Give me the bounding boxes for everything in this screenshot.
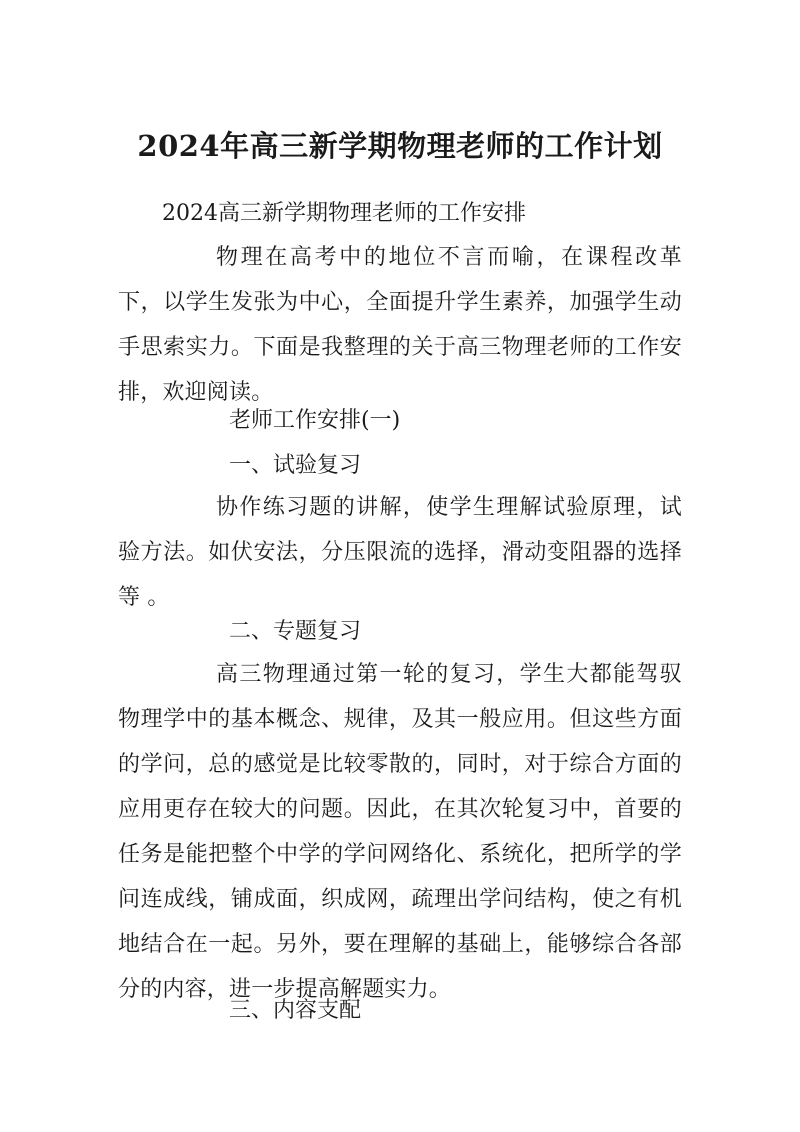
section-body-topic-review: 高三物理通过第一轮的复习，学生大都能驾驭物理学中的基本概念、规律，及其一般应用。但这些方面的学问，总的感觉是比较零散的，同时，对于综合方面的应用更存在较大的问题。因此，在其次轮复习中，首要的任务是能把整个中学的学问网络化、系统化，把所学的学问连成线，铺成面，织成网，疏理出学问结构，使之有机地结合在一起。另外，要在理解的基础上，能够综合各部分的内容，进一步提高解题实力。 — [118, 662, 682, 1002]
section-heading-topic-review: 二、专题复习 — [229, 619, 362, 644]
document-subtitle: 2024高三新学期物理老师的工作安排 — [162, 201, 526, 226]
section-heading-experiment-review: 一、试验复习 — [229, 453, 362, 478]
intro-paragraph: 物理在高考中的地位不言而喻，在课程改革下，以学生发张为中心，全面提升学生素养，加强学生动手思索实力。下面是我整理的关于高三物理老师的工作安排，欢迎阅读。 — [118, 245, 682, 405]
section-heading-content-arrangement: 三、内容支配 — [229, 998, 362, 1023]
plan-heading: 老师工作安排(一) — [229, 408, 401, 433]
document-title: 2024年高三新学期物理老师的工作计划 — [137, 129, 663, 163]
section-body-experiment-review: 协作练习题的讲解，使学生理解试验原理，试验方法。如伏安法，分压限流的选择，滑动变阻器的选择等 。 — [118, 495, 682, 610]
